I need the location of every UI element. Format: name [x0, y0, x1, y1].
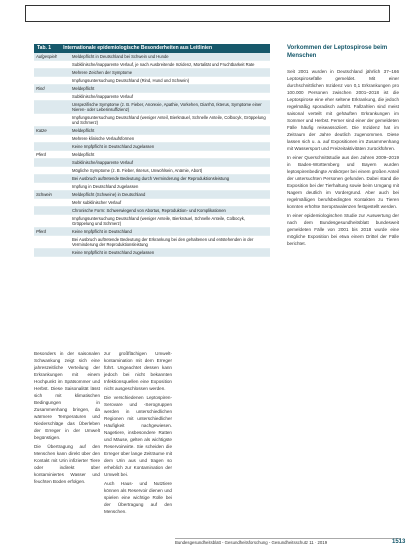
- table-row: [34, 249, 270, 257]
- table-cell-category: [34, 78, 72, 83]
- table-body: [34, 53, 270, 257]
- table-row: [34, 77, 270, 85]
- table-cell-category: [34, 208, 72, 213]
- table-cell-category: [34, 168, 72, 173]
- table-row: [34, 228, 270, 236]
- table-cell-text: Impfung in Deutschland zugelassen: [72, 184, 139, 189]
- right-paragraph-1: Seit 2001 wurden in Deutschland jährlich 37–166 Leptospirosefälle gemeldet. Mit einer durchschnittlichen Inzidenz von 0,1 Erkrankungen pro 100.000 Personen zwischen 2001–2018 ist die Leptospirose eine eher seltene Erkrankung, die jedoch regelmäßig sporadisch auftritt. Fallzahlen sind meist saisonal verteilt mit gehäuften Erkrankungen im Sommer und Herbst. Ferner sind einer der gemeldeten Fälle häufig reiseassoziiert. Die Inzidenz hat im Zeitraum der Jahre deutlich zugenommen. Diese lassen sich u. a. auf Expositionen im Zusammenhang mit Wassersport und Freizeitaktivitäten zurückführen.: [287, 69, 399, 151]
- table-cell-category: Schwein: [36, 192, 52, 197]
- table-cell-text: Meldepflicht: [72, 152, 95, 157]
- table-row: [34, 167, 270, 175]
- table-row: [34, 101, 270, 114]
- table-cell-category: [34, 250, 72, 255]
- table-cell-text: Bei Ausbruch auftretende Bedeutung der Erkrankung bei den gehaltenen und entstehenden in der Verminderung der Reproduktionsleistung: [72, 237, 254, 247]
- table-cell-category: [34, 176, 72, 181]
- table-cell-text: Meldepflicht: [72, 128, 95, 133]
- table-row: [34, 151, 270, 159]
- mid-paragraph-1: zur großflächigen Umwelt-kontamination mit dem Erreger führt. Ungeachtet dessen kann jedoch bei nicht bekannten Infektionsquellen eine Exposition nicht ausgeschlossen werden.: [104, 351, 172, 391]
- table-row: [34, 207, 270, 215]
- mid-paragraph-2: Die verschiedenen Leptospiren-Serovare und -Serogruppen werden in unterschiedlichen Regionen mit unterschiedlicher Häufigkeit nachgewiesen. Nagetiere, insbesondere Ratten und Mäuse, gelten als wichtigste Reservoirwirte. Sie scheiden die Erreger über lange Zeiträume mit dem Urin aus und tragen so erheblich zur Kontamination der Umwelt bei.: [104, 395, 172, 477]
- table-cell-category: [34, 160, 72, 165]
- table-row: [34, 61, 270, 69]
- table-cell-category: [34, 216, 72, 226]
- text-column-left: [34, 350, 100, 487]
- left-paragraph-1: Besonders in der saisonalen Schwankung zeigt sich eine jahreszeitliche Verteilung der Erkrankungen mit einem Hochpunkt im Spätsommer und Herbst. Diese Saisonalität lässt sich mit klimatischen Bedingungen in Zusammenhang bringen, da wärmere Temperaturen und Niederschläge das Überleben der Erreger in der Umwelt begünstigen.: [34, 351, 100, 440]
- table-row: [34, 53, 270, 61]
- text-column-middle: [104, 350, 172, 517]
- mid-paragraph-3: Auch Haus- und Nutztiere können als Reservoir dienen und spielen eine wichtige Rolle bei der Übertragung auf den Menschen.: [104, 481, 172, 514]
- table-cell-category: [34, 70, 72, 75]
- table-cell-category: [34, 237, 72, 247]
- table-row: [34, 127, 270, 135]
- table-cell-category: [34, 102, 72, 112]
- table-cell-category: [34, 62, 72, 67]
- footer-journal: Bundesgesundheitsblatt - Gesundheitsforschung - Gesundheitsschutz 11 · 2019: [175, 540, 328, 545]
- table-cell-text: Mehr subklinischer Verlauf: [72, 200, 122, 205]
- table-cell-category: [34, 94, 72, 99]
- table-cell-text: Subklinische/inapparente Verlauf: [72, 160, 133, 165]
- table-row: [34, 135, 270, 143]
- table-row: [34, 215, 270, 228]
- table-cell-text: Bei Ausbruch auftretende Bedeutung durch Verminderung der Reproduktionsleistung: [72, 176, 230, 181]
- table-cell-category: Pferd: [36, 229, 47, 234]
- table-cell-text: Meldepflicht: [72, 86, 95, 91]
- text-column-right: [287, 68, 399, 249]
- table-box: [34, 44, 270, 257]
- table-row: [34, 183, 270, 191]
- table-caption: [34, 44, 270, 53]
- table-cell-text: Keine Impfpflicht in Deutschland zugelassen: [72, 250, 155, 255]
- table-cell-text: Meldepflicht (Schweine) in Deutschland: [72, 192, 146, 197]
- table-title: Internationale epidemiologische Besonderheiten aus Leitlinien: [63, 45, 212, 51]
- table-cell-text: Subklinische/inapparente Verlauf, je nach Ausbreitende Inzidenz, Mortalität und Fruchtbarkeit Rate: [72, 62, 255, 67]
- table-cell-text: Unspezifische Symptome (z. B. Fieber, Anorexie, Apathie, Vorkehen, Diarrhö, Ikterus, Symptome einer Nieren- oder Leberinsuffizienz): [72, 102, 262, 112]
- table-cell-text: Mehrere Zeichen der Symptome: [72, 70, 133, 75]
- table-row: [34, 199, 270, 207]
- right-paragraph-3: In einer epidemiologischen Studie zur Auswertung der nach dem Bundesgesundheitsblatt bundesweit gemeldeten Fälle von 2001 bis 2018 wurde eine mögliche Exposition bei etwa einem Drittel der Fälle berichtet.: [287, 213, 399, 246]
- table-cell-text: Impfungsuntersuchung Deutschland (Rind, Hund und Schwein): [72, 78, 190, 83]
- table-cell-text: Chronische Form: Schwerwiegend von Abortus, Reproduktion- und Komplikationen: [72, 208, 226, 213]
- table-cell-category: [34, 115, 72, 125]
- right-paragraph-2: In einer Querschnittstudie aus den Jahren 2009–2019 in Baden-Württemberg und Bayern wurden leptospirenbedingte Antikörper bei einem großen Anteil der untersuchten Personen gefunden. Dabei stand die Exposition bei der Tierhaltung sowie beim Umgang mit Nagern deutlich im Vordergrund. Aber auch bei regelmäßigen berufsbedingten Kontakten zu Tieren konnten erhöhte Seroprävalenzen festgestellt werden.: [287, 155, 399, 209]
- left-paragraph-2: Die Übertragung auf den Menschen kann direkt über den Kontakt mit Urin infizierter Tiere oder indirekt über kontaminiertes Wasser und feuchten Boden erfolgen.: [34, 444, 100, 484]
- table-cell-text: Keine Impfpflicht in Deutschland: [72, 229, 132, 234]
- table-cell-category: [34, 200, 72, 205]
- table-cell-text: Subklinische/inapparente Verlauf: [72, 94, 133, 99]
- table-cell-category: [34, 144, 72, 149]
- table-row: [34, 191, 270, 199]
- page-number: 1513: [392, 539, 406, 545]
- table-cell-text: Impfungsuntersuchung Deutschland (weniger Anteil, Bierknäuel, Schnelle Anteile, Colbocyk, Gröppelung und Schmerz): [72, 115, 266, 125]
- table-cell-category: [34, 136, 72, 141]
- table-row: [34, 93, 270, 101]
- table-row: [34, 114, 270, 127]
- table-cell-category: Rind: [36, 86, 45, 91]
- table-cell-text: Impfungsuntersuchung Deutschland (weniger Anteile, Bierknäuel, Schnelle Anteile, Colbocyk, Gröppelung und Schmerz): [72, 216, 245, 226]
- table-row: [34, 175, 270, 183]
- table-cell-category: [34, 184, 72, 189]
- table-row: [34, 236, 270, 249]
- table-row: [34, 159, 270, 167]
- table-cell-category: Aufgespielt: [36, 54, 57, 59]
- table-cell-text: Keine Impfpflicht in Deutschland zugelassen: [72, 144, 155, 149]
- table-cell-text: Meldepflicht in Deutschland bei Schwein und Hunde: [72, 54, 169, 59]
- table-cell-category: Katze: [36, 128, 47, 133]
- footer-divider: [175, 538, 401, 539]
- header-box: [25, 5, 390, 22]
- table-row: [34, 69, 270, 77]
- table-cell-text: Mögliche Symptome (z. B. Fieber, Ikterus, Unwohlsein, Anämie, Abort): [72, 168, 203, 173]
- table-label: Tab. 1: [37, 45, 52, 51]
- table-row: [34, 143, 270, 151]
- section-heading: Vorkommen der Leptospirose beim Menschen: [287, 45, 388, 59]
- table-cell-text: Mehrere klinische Verlaufsformen: [72, 136, 135, 141]
- table-cell-category: Pferd: [36, 152, 47, 157]
- table-row: [34, 85, 270, 93]
